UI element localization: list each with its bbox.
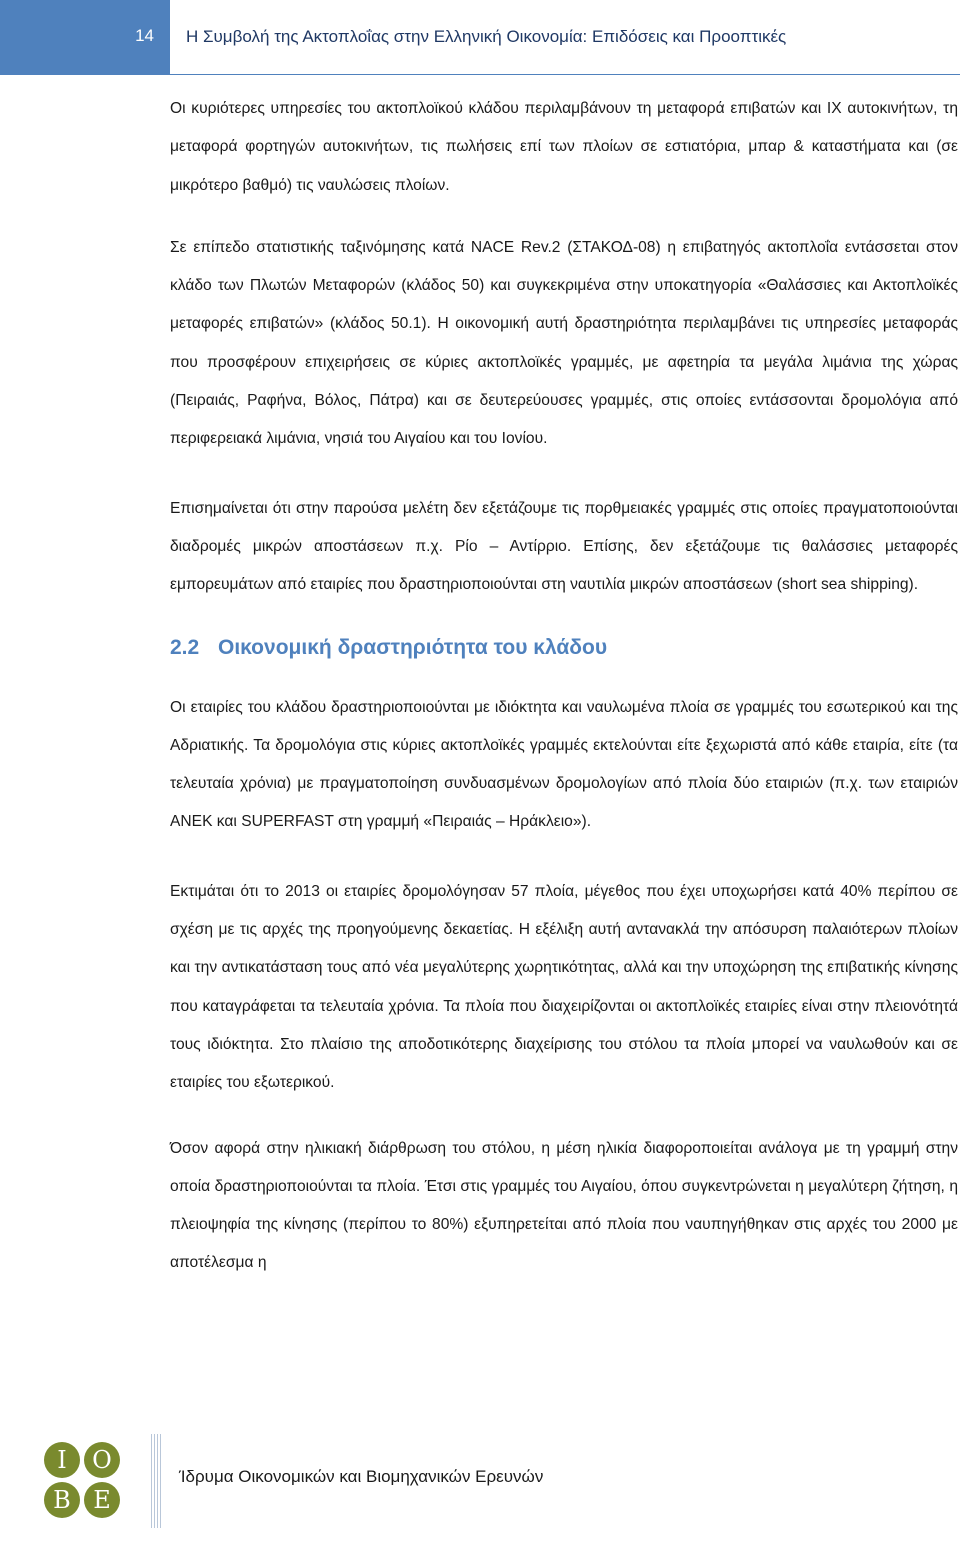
svg-text:Ο: Ο (92, 1446, 112, 1474)
paragraph-companies: Οι εταιρίες του κλάδου δραστηριοποιούνται με ιδιόκτητα και ναυλωμένα πλοία σε γραμμές του εσωτερικού και της Αδριατικής. Τα δρομολόγια στις κύριες ακτοπλοϊκές γραμμές εκτελούνται είτε ξεχωριστά από κάθε εταιρία, είτε (τα τελευταία χρόνια) με πραγματοποίηση συνδυασμένων δρομολογίων από πλοία δύο εταιριών (π.χ. των εταιριών ANEK και SUPERFAST στη γραμμή «Πειραιάς – Ηράκλειο»). (170, 698, 958, 831)
paragraph-fleet-age: Όσον αφορά στην ηλικιακή διάρθρωση του στόλου, η μέση ηλικία διαφοροποιείται ανάλογα με τη γραμμή στην οποία δραστηριοποιούνται τα πλοία. Έτσι στις γραμμές του Αιγαίου, όπου συγκεντρώνεται η μεγαλύτερη ζήτηση, η πλειοψηφία της κίνησης (περίπου το 80%) εξυπηρετείται από πλοία που ναυπηγήθηκαν στις αρχές του 2000 με αποτέλεσμα η (170, 1139, 958, 1272)
section-heading (170, 629, 958, 667)
page-footer (0, 1430, 960, 1551)
page-body (170, 90, 958, 1283)
svg-text:Ε: Ε (93, 1486, 111, 1514)
running-header-title: Η Συμβολή της Ακτοπλοΐας στην Ελληνική Οικονομία: Επιδόσεις και Προοπτικές (186, 27, 787, 46)
svg-text:Ι: Ι (57, 1446, 67, 1474)
paragraph-scope-note: Επισημαίνεται ότι στην παρούσα μελέτη δεν εξετάζουμε τις πορθμειακές γραμμές στις οποίες πραγματοποιούνται διαδρομές μικρών αποστάσεων π.χ. Ρίο – Αντίρριο. Επίσης, δεν εξετάζουμε τις θαλάσσιες μεταφορές εμπορευμάτων από εταιρίες που δραστηριοποιούνται στη ναυτιλία μικρών αποστάσεων (short sea shipping). (170, 499, 958, 594)
section-number: 2.2 (170, 635, 200, 659)
paragraph-fleet-size: Εκτιμάται ότι το 2013 οι εταιρίες δρομολόγησαν 57 πλοία, μέγεθος που έχει υποχωρήσει κατά 40% περίπου σε σχέση με τις αρχές της προηγούμενης δεκαετίας. Η εξέλιξη αυτή αντανακλά την απόσυρση παλαιότερων πλοίων και την αντικατάσταση τους από νέα μεγαλύτερης χωρητικότητας, αλλά και την υποχώρηση της επιβατικής κίνησης που καταγράφεται τα τελευταία χρόνια. Τα πλοία που διαχειρίζονται οι ακτοπλοϊκές εταιρίες είναι στην πλειονότητά τους ιδιόκτητα. Στο πλαίσιο της αποδοτικότερης διαχείρισης του στόλου τα πλοία μπορεί να ναυλωθούν και σε εταιρίες του εξωτερικού. (170, 882, 958, 1092)
paragraph-services: Οι κυριότερες υπηρεσίες του ακτοπλοϊκού κλάδου περιλαμβάνουν τη μεταφορά επιβατών και ΙΧ αυτοκινήτων, τη μεταφορά φορτηγών αυτοκινήτων, τις πωλήσεις επί των πλοίων σε εστιατόρια, μπαρ & καταστήματα και (σε μικρότερο βαθμό) τις ναυλώσεις πλοίων. (170, 100, 958, 194)
header-divider (0, 74, 960, 75)
page-header (0, 0, 960, 74)
footer-divider-lines (151, 1434, 163, 1528)
svg-text:Β: Β (53, 1486, 71, 1514)
page-number: 14 (135, 26, 154, 45)
paragraph-classification: Σε επίπεδο στατιστικής ταξινόμησης κατά NACE Rev.2 (ΣΤΑΚΟΔ-08) η επιβατηγός ακτοπλοΐα εντάσσεται στον κλάδο των Πλωτών Μεταφορών (κλάδος 50) και συγκεκριμένα στην υποκατηγορία «Θαλάσσιες και Ακτοπλοϊκές μεταφορές επιβατών» (κλάδος 50.1). Η οικονομική αυτή δραστηριότητα περιλαμβάνει τις υπηρεσίες μεταφοράς που προσφέρουν επιχειρήσεις σε κύριες ακτοπλοϊκές γραμμές, με αφετηρία τα μεγάλα λιμάνια της χώρας (Πειραιάς, Ραφήνα, Βόλος, Πάτρα) και σε δευτερεύουσες γραμμές, στις οποίες εντάσσονται δρομολόγια από περιφερειακά λιμάνια, νησιά του Αιγαίου και του Ιονίου. (170, 238, 958, 448)
page-number-box (0, 0, 170, 74)
iobe-logo (42, 1440, 122, 1520)
footer-organization: Ίδρυμα Οικονομικών και Βιομηχανικών Ερευνών (179, 1467, 544, 1486)
section-title: Οικονομική δραστηριότητα του κλάδου (218, 635, 608, 659)
